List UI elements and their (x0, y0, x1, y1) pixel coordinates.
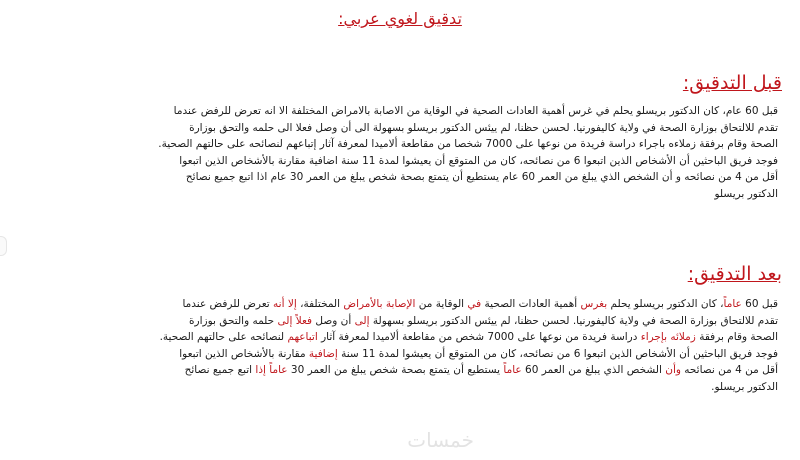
side-handle[interactable] (0, 236, 7, 256)
text-segment: مقارنة بالأشخاص الذين اتبعوا (179, 347, 309, 360)
text-segment: تقدم للالتحاق بوزارة الصحة في ولاية كاليفورنيا. لحسن حظنا، لم ييئس الدكتور بريسلو بسهولة (369, 314, 778, 327)
text-segment: دراسة فريدة من نوعها على 7000 شخص من مقاطعة ألاميدا لمعرفة آثار (317, 331, 641, 343)
before-line: قبل 60 عام، كان الدكتور بريسلو يحلم في غرس أهمية العادات الصحية في الوقاية من الاصابة بالامراض المختلفة الا انه تعرض للرفض عندما (173, 105, 778, 117)
corrected-word: بغرس (580, 298, 608, 310)
text-segment: اتبع جميع نصائح (184, 364, 256, 376)
corrected-word: عاماً (723, 298, 742, 310)
after-line (96, 296, 778, 313)
text-segment: الدكتور بريسلو. (711, 380, 778, 393)
text-segment: لنصائحه على حالتهم الصحية. (159, 331, 288, 343)
after-line (96, 329, 778, 346)
text-segment: أن وصل (312, 314, 355, 327)
corrected-word: إلا أنه (273, 298, 297, 310)
text-segment: حلمه والتحق بوزارة (189, 314, 278, 327)
watermark-logo: خمسات (407, 428, 474, 452)
before-line: تقدم للالتحاق بوزارة الصحة في ولاية كاليفورنيا. لحسن حظنا، لم ييئس الدكتور بريسلو بسهولة الى أن وصل فعلا الى حلمه والتحق بوزارة (189, 121, 778, 134)
text-segment: الوقاية من (415, 298, 468, 310)
corrected-word: إلى (354, 314, 370, 327)
corrected-word: في (467, 298, 482, 310)
text-segment: أهمية العادات الصحية (481, 298, 581, 310)
corrected-word: اتباعهم (287, 331, 318, 343)
text-segment: الشخص الذي يبلغ من العمر 60 (521, 364, 666, 376)
after-line (96, 362, 778, 379)
text-segment: المختلفة، (296, 298, 344, 310)
corrected-word: إضافية (308, 347, 338, 360)
corrected-word: الإصابة بالأمراض (343, 298, 416, 310)
before-line: فوجد فريق الباحثين أن الأشخاص الذين اتبعوا 6 من نصائحه، كان من المتوقع أن يعيشوا لمدة 11 سنة اضافية مقارنة بالأشخاص الذين اتبعوا (179, 154, 778, 167)
corrected-word: فعلاً إلى (277, 314, 313, 327)
after-line (96, 313, 778, 330)
before-line: أقل من 4 من نصائحه و أن الشخص الذي يبلغ من العمر 60 عام يستطيع أن يتمتع بصحة شخص يبلغ من العمر 30 عام اذا اتبع جميع نصائح (185, 171, 778, 183)
text-segment: تعرض للرفض عندما (182, 298, 274, 310)
before-line: الدكتور بريسلو (714, 187, 778, 200)
text-segment: أقل من 4 من نصائحه (680, 364, 778, 376)
after-paragraph (96, 296, 778, 395)
text-segment: فوجد فريق الباحثين أن الأشخاص الذين اتبعوا 6 من نصائحه، كان من المتوقع أن يعيشوا لمدة 11 سنة (337, 347, 778, 360)
after-line (96, 346, 778, 363)
before-line: الصحة وقام برفقة زملاءه باجراء دراسة فريدة من نوعها على 7000 شخصا من مقاطعة ألاميدا لمعرفة آثار إتباعهم لنصائحه على حالتهم الصحية. (158, 138, 778, 150)
after-heading: بعد التدقيق: (687, 263, 782, 285)
text-segment: الصحة وقام برفقة (695, 331, 778, 343)
before-heading: قبل التدقيق: (682, 72, 782, 94)
after-line (96, 379, 778, 396)
document-title: تدقيق لغوي عربي: (338, 9, 462, 28)
corrected-word: عاماً إذا (255, 364, 288, 376)
corrected-word: زملائه بإجراء (640, 331, 696, 343)
text-segment: ، كان الدكتور بريسلو يحلم (607, 298, 724, 310)
text-segment: قبل 60 (741, 298, 778, 310)
corrected-word: وأن (665, 364, 681, 376)
before-paragraph (96, 103, 778, 202)
corrected-word: عاماً (503, 364, 522, 376)
text-segment: يستطيع أن يتمتع بصحة شخص يبلغ من العمر 30 (287, 364, 504, 376)
